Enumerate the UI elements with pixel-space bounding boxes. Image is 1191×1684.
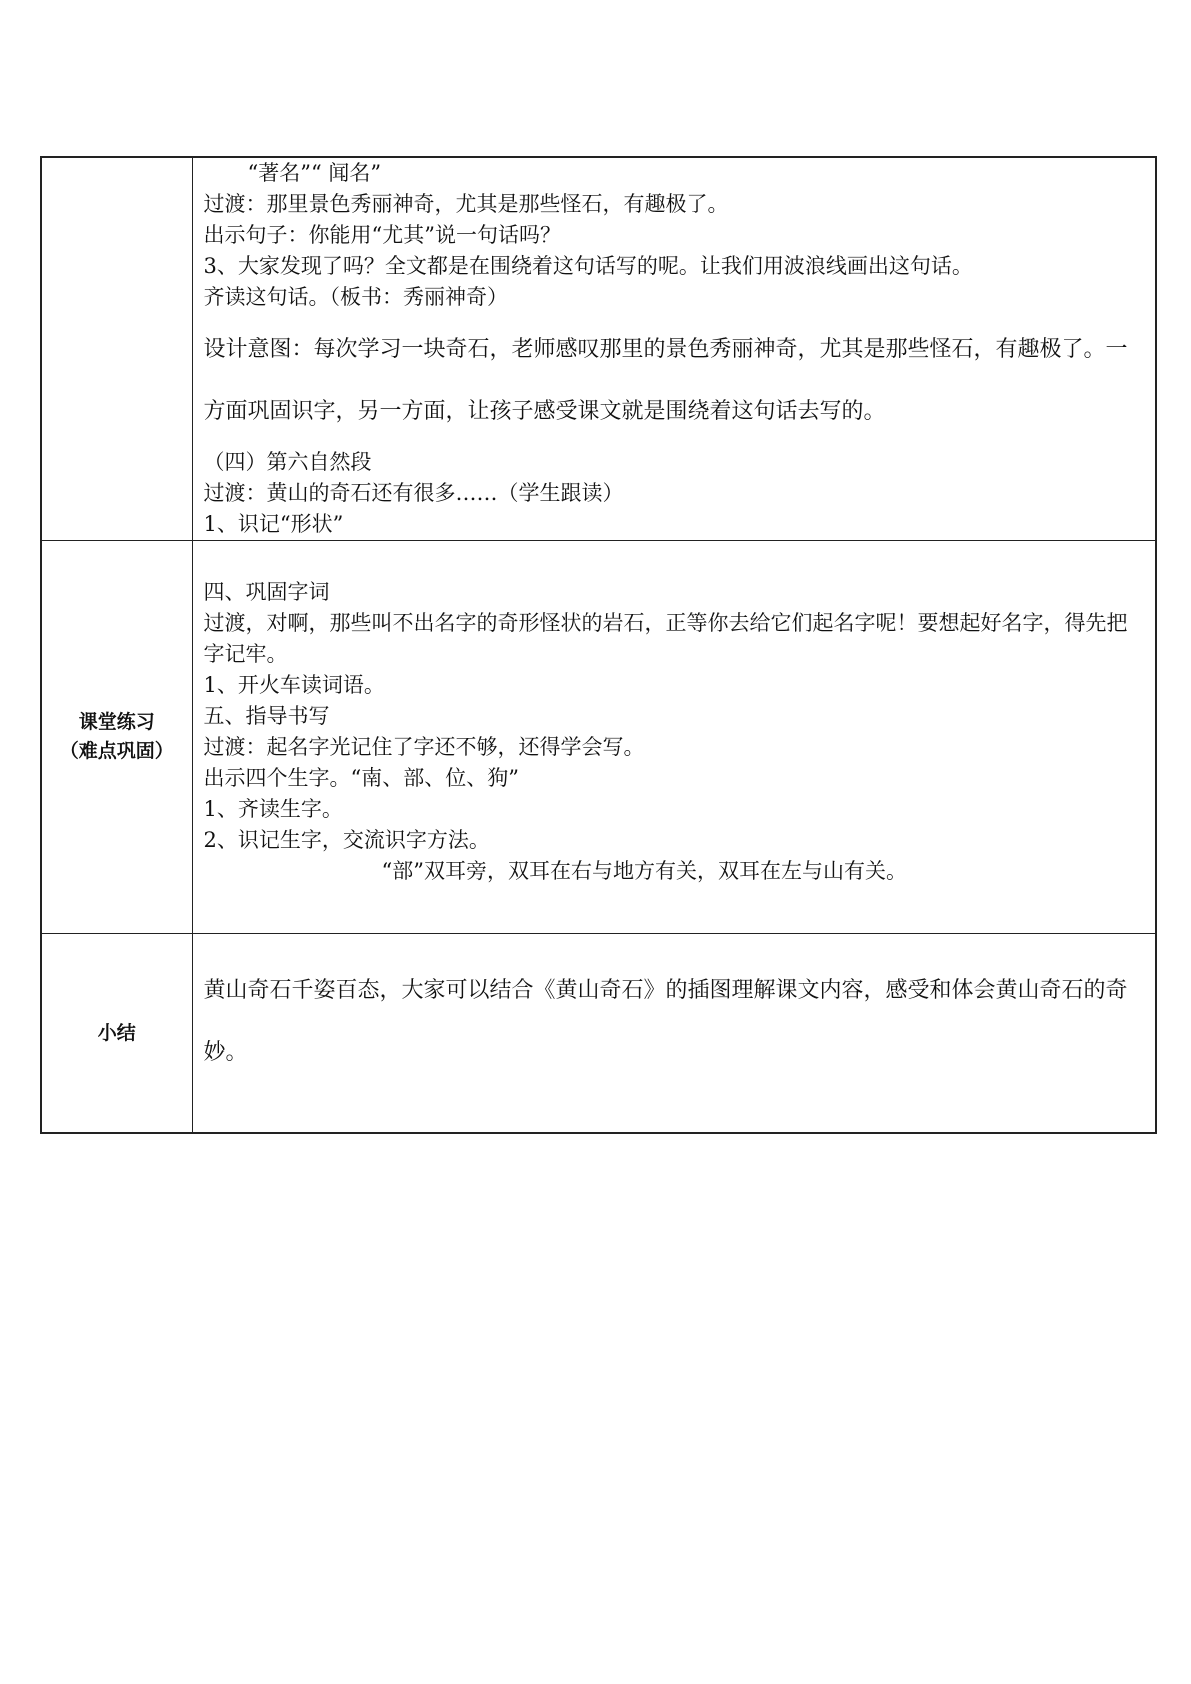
content-line: “著名”“ 闻名” [247, 161, 382, 185]
content-line: 1、识记“形状” [203, 512, 344, 536]
row-label-cell [41, 157, 192, 541]
content-line: 1、齐读生字。 [203, 797, 343, 821]
row-content-cell [192, 934, 1156, 1134]
content-line: 过渡：那里景色秀丽神奇，尤其是那些怪石，有趣极了。 [203, 192, 729, 216]
table-row-teaching-process [41, 157, 1156, 541]
table-row-classroom-practice [41, 541, 1156, 934]
row-label-line: 课堂练习 [78, 711, 155, 733]
content-line: 过渡：起名字光记住了字还不够，还得学会写。 [203, 735, 645, 759]
row-content-cell [192, 157, 1156, 541]
content-line: 齐读这句话。（板书：秀丽神奇） [203, 285, 508, 309]
content-line: （四）第六自然段 [203, 450, 372, 474]
row-content-cell [192, 541, 1156, 934]
content-line: 2、识记生字，交流识字方法。 [203, 828, 490, 852]
lesson-plan-table [40, 156, 1157, 1134]
content-line: 出示句子：你能用“尤其”说一句话吗？ [203, 223, 561, 247]
row-label-cell [41, 541, 192, 934]
design-intent-paragraph: 设计意图：每次学习一块奇石，老师感叹那里的景色秀丽神奇，尤其是那些怪石，有趣极了。一方面巩固识字，另一方面，让孩子感受课文就是围绕着这句话去写的。 [203, 337, 1128, 424]
table-row-summary [41, 934, 1156, 1134]
content-line: 出示四个生字。“南、部、位、狗” [203, 766, 519, 790]
content-line: “部”双耳旁，双耳在右与地方有关，双耳在左与山有关。 [381, 859, 907, 883]
content-line: 五、指导书写 [203, 704, 330, 728]
row-label-cell [41, 934, 192, 1134]
summary-paragraph: 黄山奇石千姿百态，大家可以结合《黄山奇石》的插图理解课文内容，感受和体会黄山奇石的奇妙。 [203, 978, 1128, 1065]
content-line: 过渡，对啊，那些叫不出名字的奇形怪状的岩石，正等你去给它们起名字呢！要想起好名字，得先把字记牢。 [203, 611, 1128, 666]
content-line: 四、巩固字词 [203, 580, 330, 604]
content-line: 过渡：黄山的奇石还有很多……（学生跟读） [203, 481, 624, 505]
row-label-line: （难点巩固） [59, 740, 174, 762]
content-line: 1、开火车读词语。 [203, 673, 385, 697]
content-line: 3、大家发现了吗？全文都是在围绕着这句话写的呢。让我们用波浪线画出这句话。 [203, 254, 973, 278]
row-label-line: 小结 [97, 1021, 136, 1044]
